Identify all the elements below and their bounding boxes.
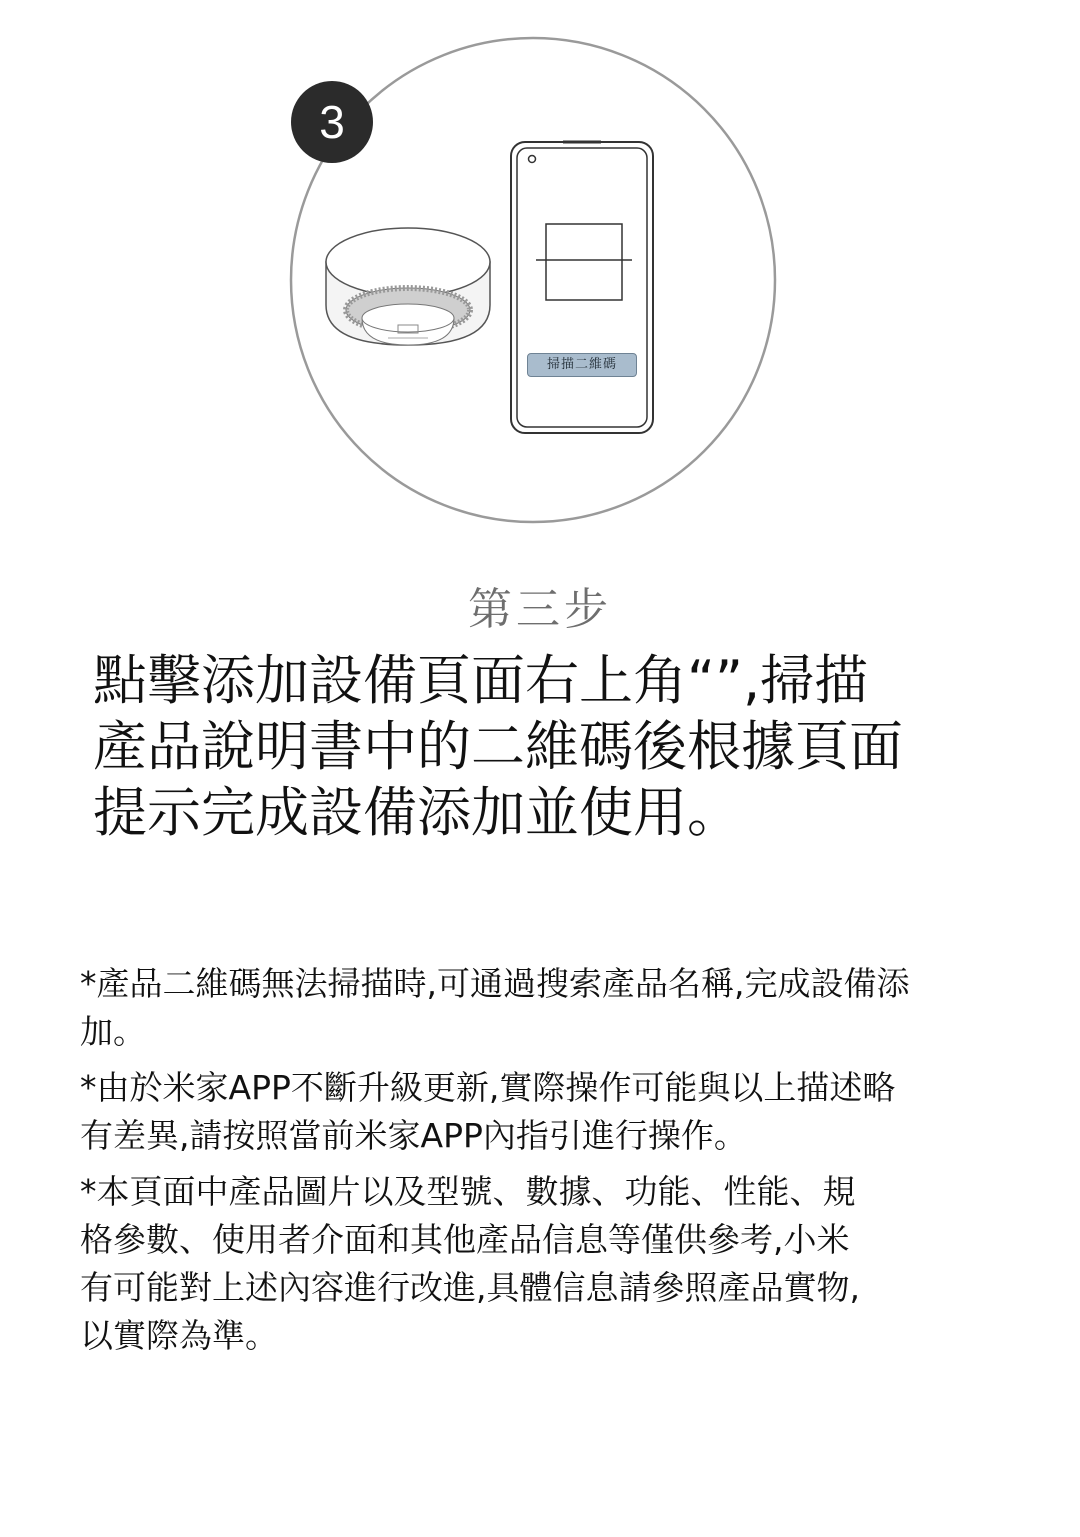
note-line: 以實際為準。 — [80, 1316, 278, 1355]
instruction-text — [93, 648, 993, 846]
note-line: 格參數、使用者介面和其他產品信息等僅供參考,小米 — [80, 1220, 850, 1259]
note-line: 加。 — [80, 1012, 146, 1051]
note-app-updates — [80, 1064, 1000, 1160]
scan-qr-button-image: 掃描二維碼 — [527, 353, 637, 377]
phone-image — [511, 142, 653, 433]
notes-section — [80, 960, 1000, 1368]
smoke-detector-image — [326, 228, 490, 345]
note-disclaimer — [80, 1168, 1000, 1360]
note-line: 有可能對上述內容進行改進,具體信息請參照產品實物, — [80, 1268, 860, 1307]
illustration-graphic — [0, 0, 1080, 540]
instruction-line: 產品說明書中的二維碼後根據頁面 — [93, 715, 903, 778]
note-line: 有差異,請按照當前米家APP內指引進行操作。 — [80, 1116, 747, 1155]
note-qr-fallback — [80, 960, 1000, 1056]
note-line: *由於米家APP不斷升級更新,實際操作可能與以上描述略 — [80, 1068, 896, 1107]
note-line: *產品二維碼無法掃描時,可通過搜索產品名稱,完成設備添 — [80, 964, 910, 1003]
step-illustration — [0, 0, 1080, 540]
note-line: *本頁面中產品圖片以及型號、數據、功能、性能、規 — [80, 1172, 856, 1211]
step-title: 第三步 — [468, 584, 612, 635]
step-number-badge: 3 — [291, 81, 373, 163]
instruction-line: 提示完成設備添加並使用。 — [93, 781, 741, 844]
instruction-line: 點擊添加設備頁面右上角“”,掃描 — [93, 649, 869, 712]
